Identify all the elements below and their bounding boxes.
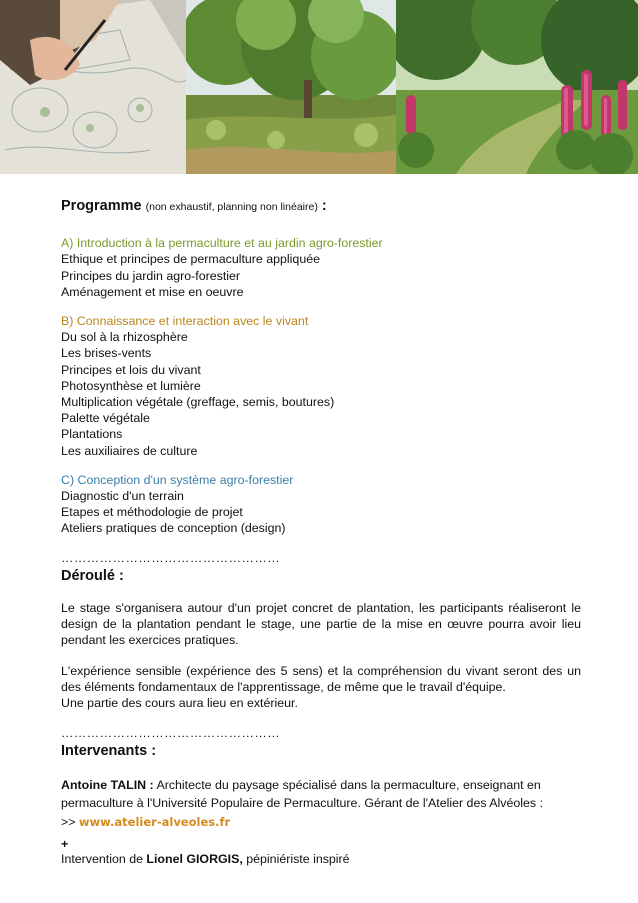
intervenants-heading: Intervenants :	[61, 743, 157, 760]
deroule-paragraph-1: Le stage s'organisera autour d'un projet concret de plantation, les participants réaliseront le design de la plantation pendant le stage, une partie de la mise en œuvre pourra avoir lieu pendant les exercices pratiques.	[61, 601, 581, 648]
list-item: Les brises-vents	[61, 346, 152, 361]
link-prefix: >>	[61, 814, 79, 829]
list-item: Les auxiliaires de culture	[61, 443, 198, 458]
list-item: Ateliers pratiques de conception (design)	[61, 521, 286, 536]
list-item: Ethique et principes de permaculture appliquée	[61, 252, 320, 267]
list-item: Multiplication végétale (greffage, semis, boutures)	[61, 395, 335, 410]
list-item: Principes et lois du vivant	[61, 362, 201, 377]
programme-title: Programme	[61, 198, 142, 214]
list-item: Principes du jardin agro-forestier	[61, 268, 241, 283]
separator-2: ……………………………………………	[61, 726, 281, 741]
drawing-plan-photo	[0, 0, 186, 174]
intervenant-2	[61, 851, 581, 867]
section-b-title: B) Connaissance et interaction avec le vivant	[61, 314, 309, 329]
section-a-title: A) Introduction à la permaculture et au jardin agro-forestier	[61, 236, 383, 251]
list-item: Plantations	[61, 427, 123, 442]
programme-colon: :	[321, 198, 327, 214]
programme-subtitle: (non exhaustif, planning non linéaire)	[145, 201, 318, 213]
deroule-paragraph-2b: Une partie des cours aura lieu en extérieur.	[61, 696, 298, 711]
list-item: Aménagement et mise en oeuvre	[61, 284, 244, 299]
intervenant-2-description: pépiniériste inspiré	[242, 852, 350, 867]
section-a	[61, 235, 581, 300]
deroule-paragraph-2	[61, 663, 581, 712]
main-content	[61, 198, 581, 867]
intervenant-1-name: Antoine TALIN :	[61, 777, 154, 792]
garden-tree-photo	[186, 0, 396, 174]
list-item: Etapes et méthodologie de projet	[61, 505, 243, 520]
programme-heading	[61, 198, 581, 215]
list-item: Palette végétale	[61, 411, 150, 426]
list-item: Diagnostic d'un terrain	[61, 489, 184, 504]
deroule-paragraph-2a: L'expérience sensible (expérience des 5 sens) et la compréhension du vivant seront des un des éléments fondamentaux de l'apprentissage, de même que le travail d'équipe.	[61, 663, 581, 694]
intervenant-1-description: Architecte du paysage spécialisé dans la permaculture, enseignant en permaculture à l'Université Populaire de Permaculture. Gérant de l'Atelier des Alvéoles :	[61, 777, 544, 811]
intervenant-1	[61, 776, 581, 832]
section-b	[61, 313, 581, 459]
list-item: Du sol à la rhizosphère	[61, 330, 188, 345]
list-item: Photosynthèse et lumière	[61, 378, 201, 393]
intervenant-2-intro: Intervention de	[61, 852, 147, 867]
separator-1: ……………………………………………	[61, 550, 281, 565]
intervenant-2-name: Lionel GIORGIS,	[146, 852, 243, 867]
lupin-flowers-photo	[396, 0, 638, 174]
section-c	[61, 472, 581, 537]
section-c-title: C) Conception d'un système agro-forestier	[61, 472, 294, 487]
website-link[interactable]: www.atelier-alveoles.fr	[78, 814, 231, 829]
header-photo-strip	[0, 0, 638, 174]
plus-sign: +	[61, 837, 69, 852]
deroule-heading: Déroulé :	[61, 567, 124, 584]
